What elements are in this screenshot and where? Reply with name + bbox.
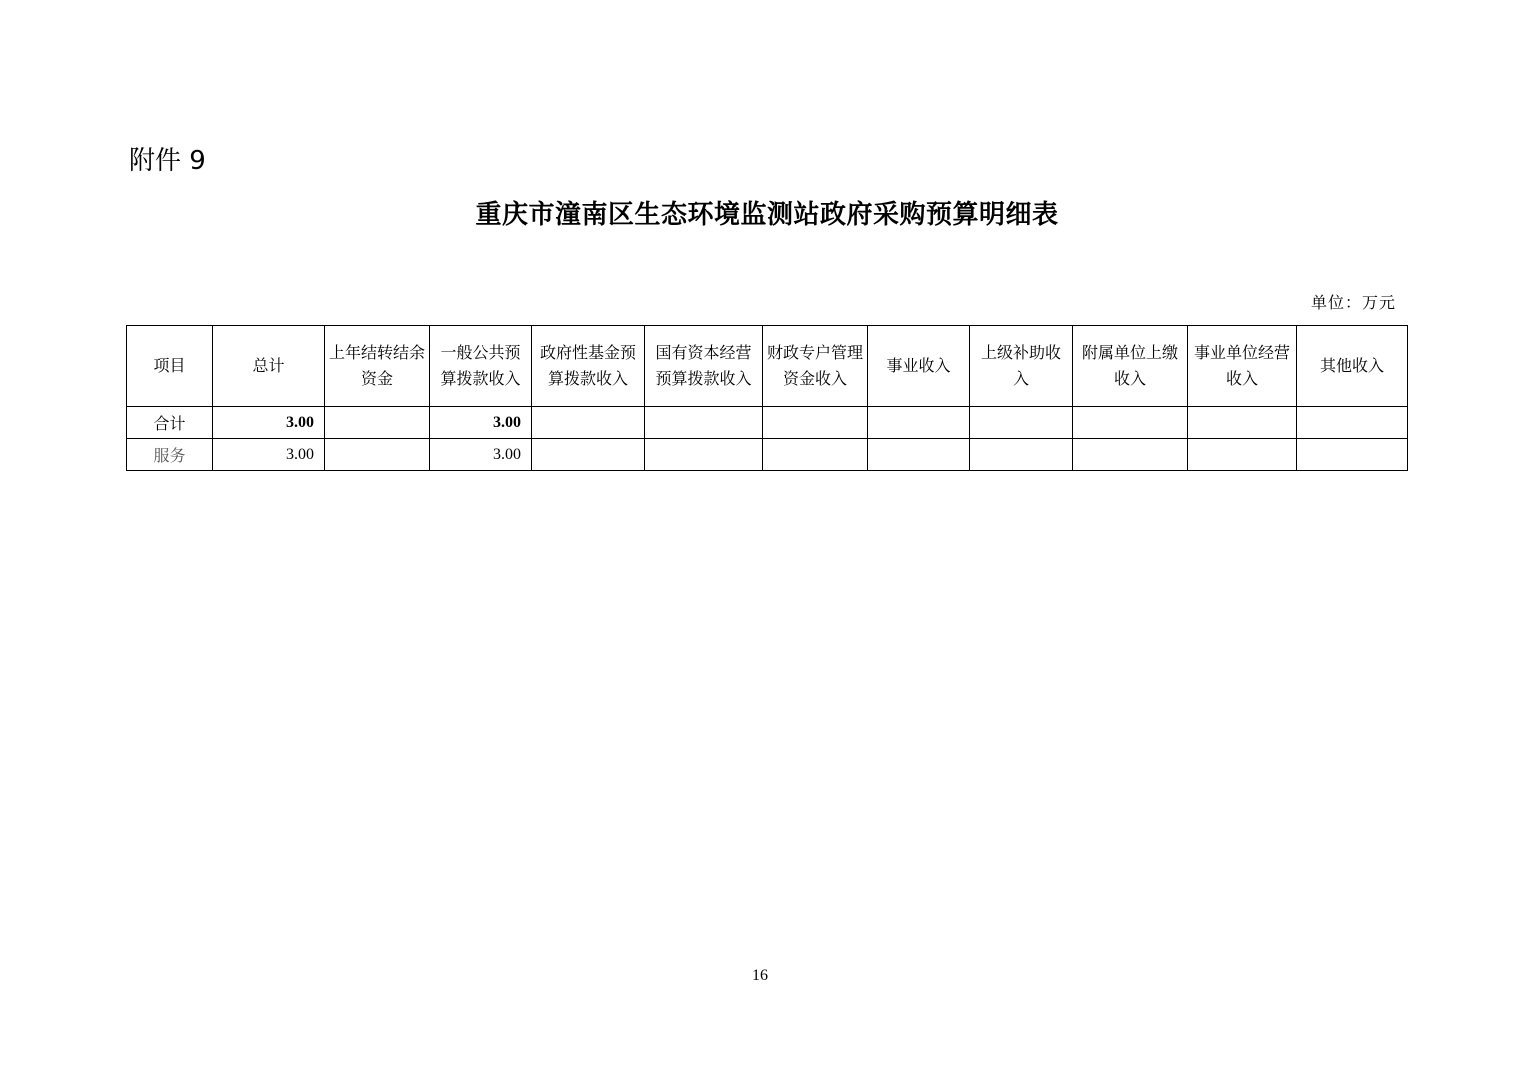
header-cell: 其他收入	[1297, 326, 1408, 407]
table-cell: 3.00	[213, 439, 325, 471]
header-cell: 事业单位经营收入	[1188, 326, 1297, 407]
procurement-budget-table	[126, 325, 1408, 471]
document-title: 重庆市潼南区生态环境监测站政府采购预算明细表	[475, 200, 1059, 230]
table-row	[127, 439, 1408, 471]
table-cell	[970, 439, 1073, 471]
header-cell: 财政专户管理资金收入	[763, 326, 868, 407]
table-row-total	[127, 407, 1408, 439]
header-cell: 政府性基金预算拨款收入	[532, 326, 645, 407]
header-cell: 项目	[127, 326, 213, 407]
row-label: 服务	[127, 439, 213, 471]
table-cell	[970, 407, 1073, 439]
table-cell	[1188, 439, 1297, 471]
table-cell	[1188, 407, 1297, 439]
table-cell	[868, 407, 970, 439]
table-cell	[325, 439, 430, 471]
attachment-label: 附件 9	[129, 146, 206, 176]
table-cell	[325, 407, 430, 439]
row-label: 合计	[127, 407, 213, 439]
table-cell	[763, 407, 868, 439]
table-cell	[645, 407, 763, 439]
table-header-row	[127, 326, 1408, 407]
header-cell: 附属单位上缴收入	[1073, 326, 1188, 407]
table-cell	[532, 439, 645, 471]
page-number: 16	[752, 967, 768, 984]
table-cell	[645, 439, 763, 471]
header-cell: 国有资本经营预算拨款收入	[645, 326, 763, 407]
table-cell	[1073, 407, 1188, 439]
table-cell	[532, 407, 645, 439]
header-cell: 事业收入	[868, 326, 970, 407]
table-cell	[868, 439, 970, 471]
table-cell	[1297, 439, 1408, 471]
unit-label: 单位：万元	[1310, 293, 1396, 312]
table-cell: 3.00	[213, 407, 325, 439]
table-cell	[763, 439, 868, 471]
header-cell: 上级补助收入	[970, 326, 1073, 407]
table-cell	[1073, 439, 1188, 471]
header-cell: 上年结转结余资金	[325, 326, 430, 407]
header-cell: 总计	[213, 326, 325, 407]
header-cell: 一般公共预算拨款收入	[430, 326, 532, 407]
table-cell	[1297, 407, 1408, 439]
table-cell: 3.00	[430, 439, 532, 471]
table-cell: 3.00	[430, 407, 532, 439]
